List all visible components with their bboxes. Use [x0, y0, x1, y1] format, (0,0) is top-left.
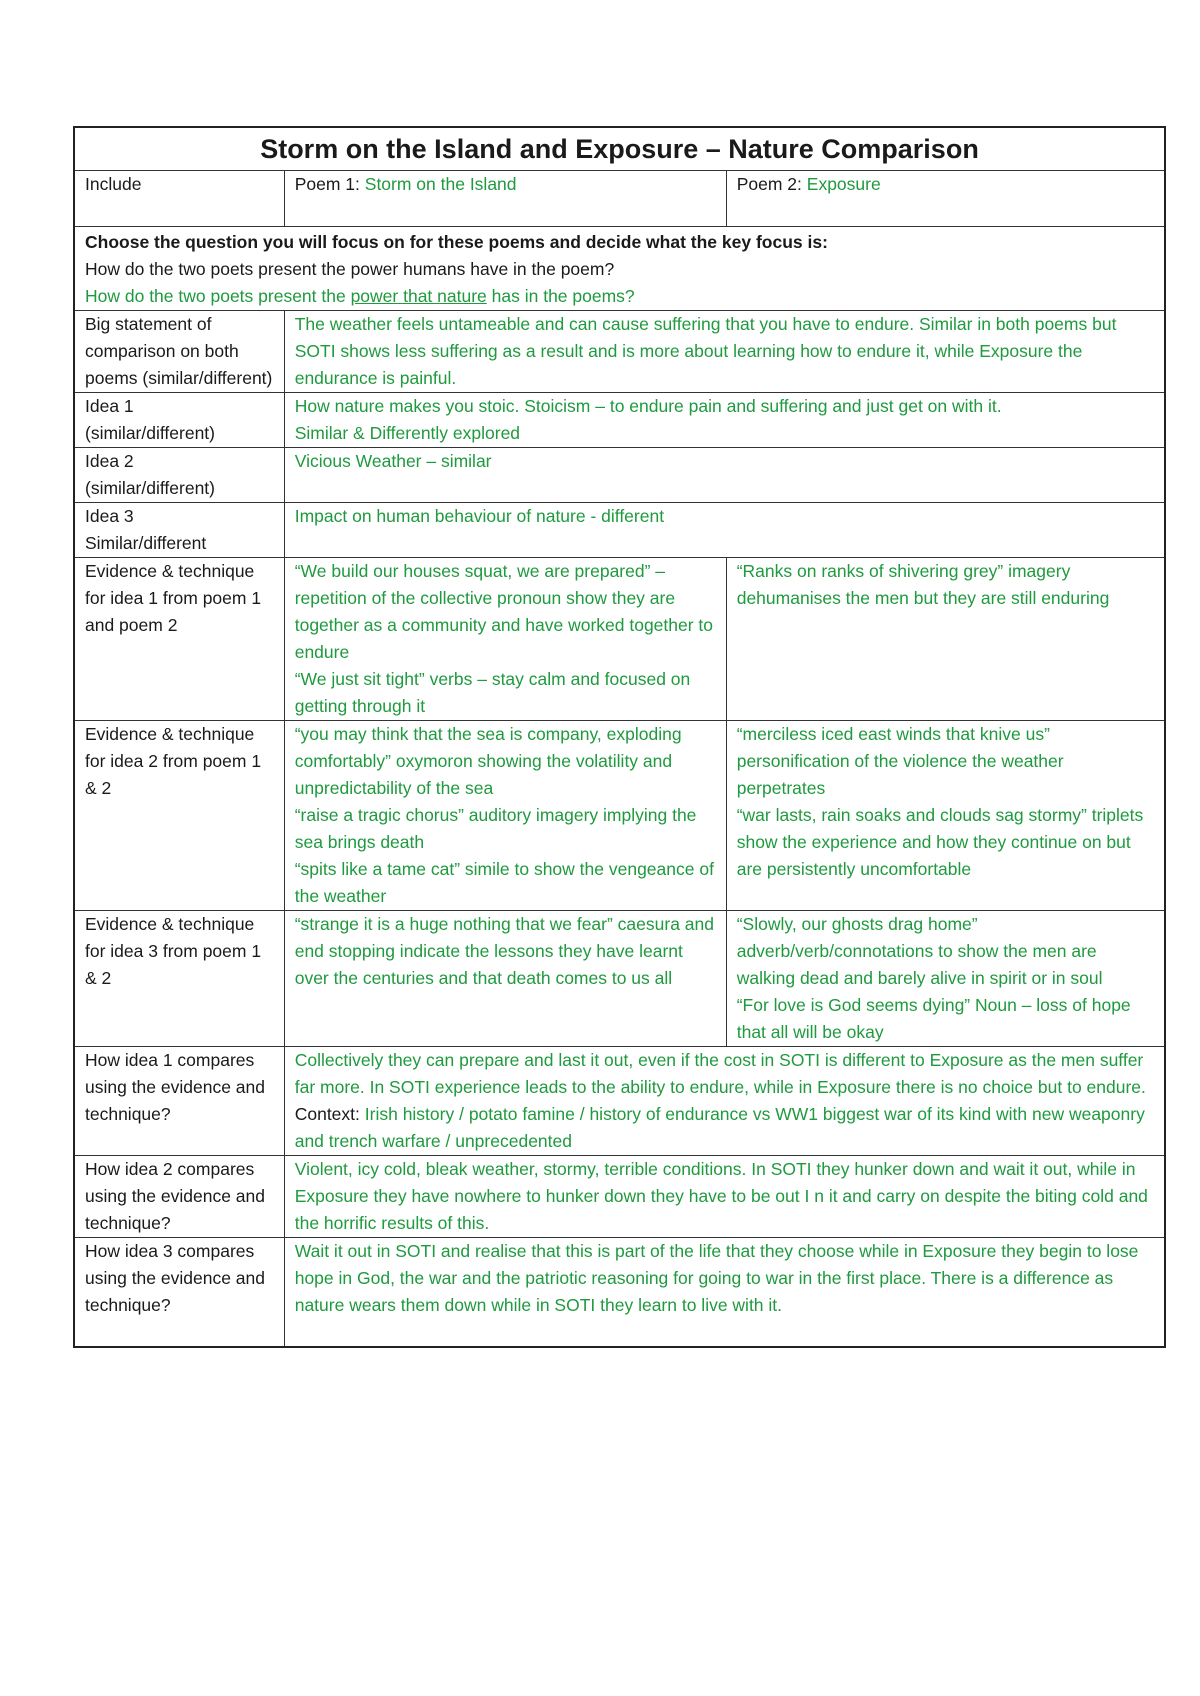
- idea-label-sub: Similar/different: [85, 533, 207, 553]
- question-nature-start: How do the two poets present the: [85, 286, 351, 306]
- compare-text: Violent, icy cold, bleak weather, stormy, terrible conditions. In SOTI they hunker down and wait it out, while in Exposure they have nowhere to hunker down they have to be out I n it and carry on despite the biting cold and the horrific results of this.: [284, 1156, 1165, 1238]
- idea-label: [74, 503, 284, 558]
- evidence-item: “raise a tragic chorus” auditory imagery implying the sea brings death: [294, 805, 697, 852]
- evidence-poem2: [726, 721, 1165, 911]
- question-cell: [74, 227, 1165, 311]
- poem2-prefix: Poem 2:: [736, 174, 807, 194]
- big-statement-row: [74, 311, 1165, 393]
- evidence-row: [74, 558, 1165, 721]
- compare-row: [74, 1238, 1165, 1348]
- question-nature: [85, 283, 1154, 310]
- question-nature-underlined: power that nature: [350, 286, 487, 306]
- poem2-name: Exposure: [806, 174, 881, 194]
- evidence-poem1: [284, 558, 726, 721]
- idea-row: [74, 393, 1165, 448]
- question-nature-end: has in the poems?: [486, 286, 635, 306]
- evidence-item: “strange it is a huge nothing that we fear” caesura and end stopping indicate the lessons they have learnt over the centuries and that death comes to us all: [294, 914, 715, 988]
- poem1-header: [284, 171, 726, 227]
- evidence-item: “merciless iced east winds that knive us” personification of the violence the weather perpetrates: [736, 724, 1064, 798]
- compare-row: [74, 1156, 1165, 1238]
- evidence-label: Evidence & technique for idea 2 from poem 1 & 2: [74, 721, 284, 911]
- idea-label: [74, 393, 284, 448]
- evidence-poem1: [284, 911, 726, 1047]
- comparison-table: [73, 126, 1166, 1348]
- evidence-item: “you may think that the sea is company, exploding comfortably” oxymoron showing the volatility and unpredictability of the sea: [294, 724, 682, 798]
- include-header: Include: [74, 171, 284, 227]
- worksheet-title: Storm on the Island and Exposure – Nature Comparison: [74, 127, 1165, 171]
- title-row: [74, 127, 1165, 171]
- compare-paragraph: Collectively they can prepare and last it out, even if the cost in SOTI is different to Exposure as the men suffer far more. In SOTI experience leads to the ability to endure, while in Exposure there is no choice but to endure.: [294, 1050, 1146, 1097]
- idea-row: [74, 503, 1165, 558]
- idea-label-title: Idea 2: [85, 451, 134, 471]
- idea-label-sub: (similar/different): [85, 478, 215, 498]
- compare-text: Wait it out in SOTI and realise that this is part of the life that they choose while in Exposure they begin to lose hope in God, the war and the patriotic reasoning for going to war in the first place. There is a difference as nature wears them down while in SOTI they learn to live with it.: [284, 1238, 1165, 1348]
- idea-text: [284, 393, 1165, 448]
- big-statement-text: The weather feels untameable and can cause suffering that you have to endure. Similar in both poems but SOTI shows less suffering as a result and is more about learning how to endure it, while Exposure the endurance is painful.: [284, 311, 1165, 393]
- evidence-item: “We build our houses squat, we are prepared” – repetition of the collective pronoun show they are together as a community and have worked together to endure: [294, 561, 714, 662]
- context-text: Irish history / potato famine / history of endurance vs WW1 biggest war of its kind with new weaponry and trench warfare / unprecedented: [294, 1104, 1145, 1151]
- idea-text: [284, 448, 1165, 503]
- evidence-item: “Slowly, our ghosts drag home” adverb/verb/connotations to show the men are walking dead and barely alive in spirit or in soul: [736, 914, 1103, 988]
- evidence-poem2: [726, 911, 1165, 1047]
- evidence-row: [74, 911, 1165, 1047]
- evidence-item: “war lasts, rain soaks and clouds sag stormy” triplets show the experience and how they continue on but are persistently uncomfortable: [736, 805, 1144, 879]
- poem2-header: [726, 171, 1165, 227]
- poem1-prefix: Poem 1:: [294, 174, 365, 194]
- question-humans: How do the two poets present the power humans have in the poem?: [85, 259, 615, 279]
- compare-row: [74, 1047, 1165, 1156]
- idea-label-title: Idea 3: [85, 506, 134, 526]
- idea-label-sub: (similar/different): [85, 423, 215, 443]
- question-row: [74, 227, 1165, 311]
- idea-row: [74, 448, 1165, 503]
- context-label: Context:: [294, 1104, 365, 1124]
- header-row: [74, 171, 1165, 227]
- idea-text-main: Vicious Weather – similar: [294, 451, 492, 471]
- compare-label: How idea 2 compares using the evidence and technique?: [74, 1156, 284, 1238]
- evidence-row: [74, 721, 1165, 911]
- big-statement-label: Big statement of comparison on both poems (similar/different): [74, 311, 284, 393]
- idea-label-title: Idea 1: [85, 396, 134, 416]
- evidence-poem1: [284, 721, 726, 911]
- poem1-name: Storm on the Island: [364, 174, 517, 194]
- evidence-item: “spits like a tame cat” simile to show the vengeance of the weather: [294, 859, 714, 906]
- evidence-item: “We just sit tight” verbs – stay calm and focused on getting through it: [294, 669, 691, 716]
- evidence-item: “Ranks on ranks of shivering grey” imagery dehumanises the men but they are still enduring: [736, 561, 1110, 608]
- compare-label: How idea 3 compares using the evidence and technique?: [74, 1238, 284, 1348]
- compare-label: How idea 1 compares using the evidence and technique?: [74, 1047, 284, 1156]
- question-instruction: Choose the question you will focus on for these poems and decide what the key focus is:: [85, 232, 828, 252]
- idea-label: [74, 448, 284, 503]
- evidence-label: Evidence & technique for idea 3 from poem 1 & 2: [74, 911, 284, 1047]
- evidence-label: Evidence & technique for idea 1 from poem 1 and poem 2: [74, 558, 284, 721]
- idea-text-sub: Similar & Differently explored: [294, 423, 521, 443]
- idea-text-main: How nature makes you stoic. Stoicism – to endure pain and suffering and just get on with it.: [294, 396, 1002, 416]
- idea-text: [284, 503, 1165, 558]
- evidence-item: “For love is God seems dying” Noun – loss of hope that all will be okay: [736, 995, 1131, 1042]
- evidence-poem2: [726, 558, 1165, 721]
- idea-text-main: Impact on human behaviour of nature - different: [294, 506, 665, 526]
- compare-text: [284, 1047, 1165, 1156]
- context-line: [295, 1101, 1154, 1155]
